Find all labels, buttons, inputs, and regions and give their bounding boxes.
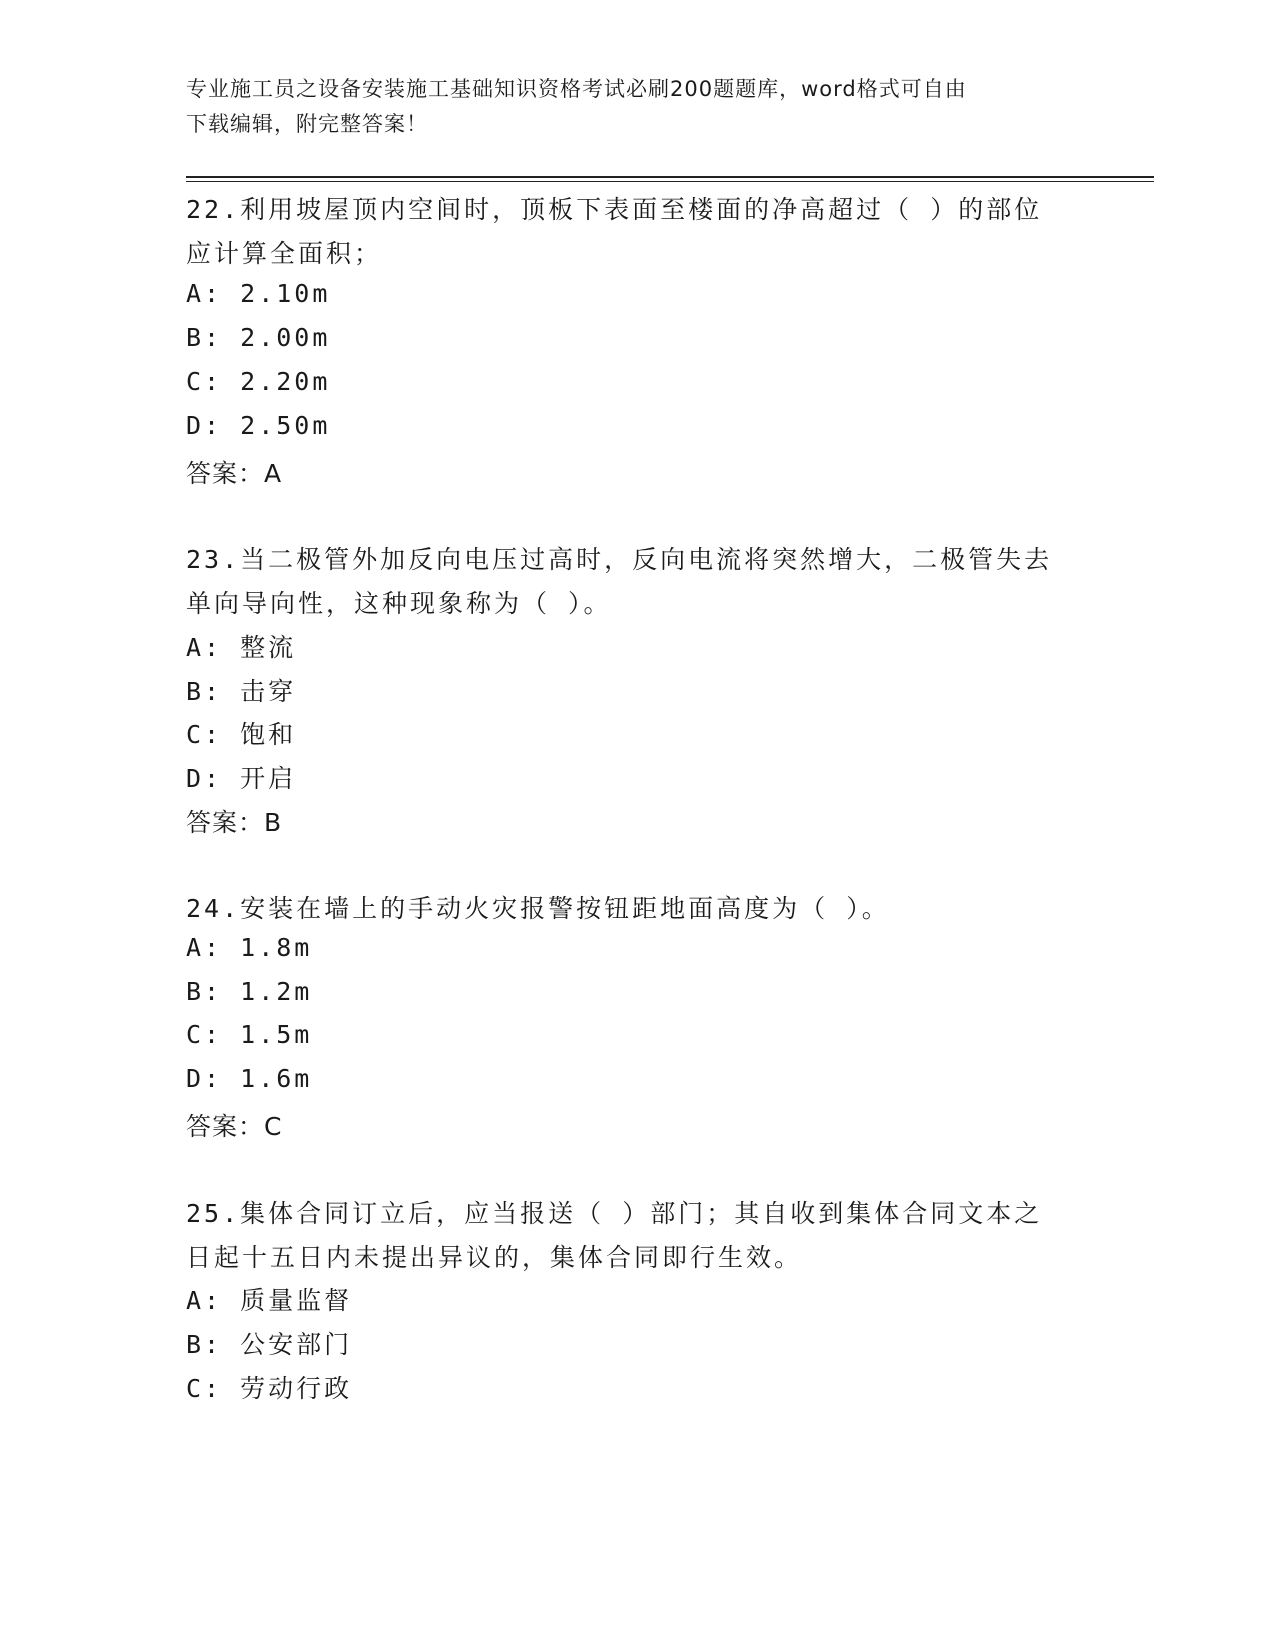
question-22-answer: 答案：A	[186, 459, 283, 488]
question-24-option-d: D: 1.6m	[186, 1064, 313, 1093]
question-22-stem-line-2: 应计算全面积；	[186, 239, 383, 268]
header-divider-thin	[186, 181, 1154, 182]
question-25-option-c: C: 劳动行政	[186, 1374, 353, 1403]
header-line-2: 下载编辑，附完整答案！	[186, 112, 428, 136]
question-25-stem-line-2: 日起十五日内未提出异议的，集体合同即行生效。	[186, 1243, 803, 1272]
question-23-option-a: A: 整流	[186, 633, 297, 662]
question-22-option-b: B: 2.00m	[186, 323, 331, 352]
question-24-option-a: A: 1.8m	[186, 933, 313, 962]
question-25-stem-line-1: 25.集体合同订立后，应当报送（ ）部门；其自收到集体合同文本之	[186, 1199, 1043, 1228]
question-25-option-b: B: 公安部门	[186, 1330, 353, 1359]
question-22-option-d: D: 2.50m	[186, 411, 331, 440]
question-23-stem-line-1: 23.当二极管外加反向电压过高时，反向电流将突然增大，二极管失去	[186, 545, 1053, 574]
question-22-option-a: A: 2.10m	[186, 279, 331, 308]
question-23-answer: 答案：B	[186, 808, 283, 837]
question-25-option-a: A: 质量监督	[186, 1286, 353, 1315]
document-header	[186, 72, 1066, 142]
question-23-option-b: B: 击穿	[186, 677, 297, 706]
question-22-stem-line-1: 22.利用坡屋顶内空间时，顶板下表面至楼面的净高超过（ ）的部位	[186, 195, 1043, 224]
header-divider-thick	[186, 176, 1154, 178]
question-23-stem-line-2: 单向导向性，这种现象称为（ ）。	[186, 589, 612, 618]
question-23-option-c: C: 饱和	[186, 720, 297, 749]
question-24-option-c: C: 1.5m	[186, 1020, 313, 1049]
header-line-1: 专业施工员之设备安装施工基础知识资格考试必刷200题题库，word格式可自由	[186, 77, 967, 101]
question-23-option-d: D: 开启	[186, 764, 297, 793]
question-24-stem-line-1: 24.安装在墙上的手动火灾报警按钮距地面高度为（ ）。	[186, 894, 890, 923]
question-24-answer: 答案：C	[186, 1112, 283, 1141]
question-22-option-c: C: 2.20m	[186, 367, 331, 396]
question-24-option-b: B: 1.2m	[186, 977, 313, 1006]
